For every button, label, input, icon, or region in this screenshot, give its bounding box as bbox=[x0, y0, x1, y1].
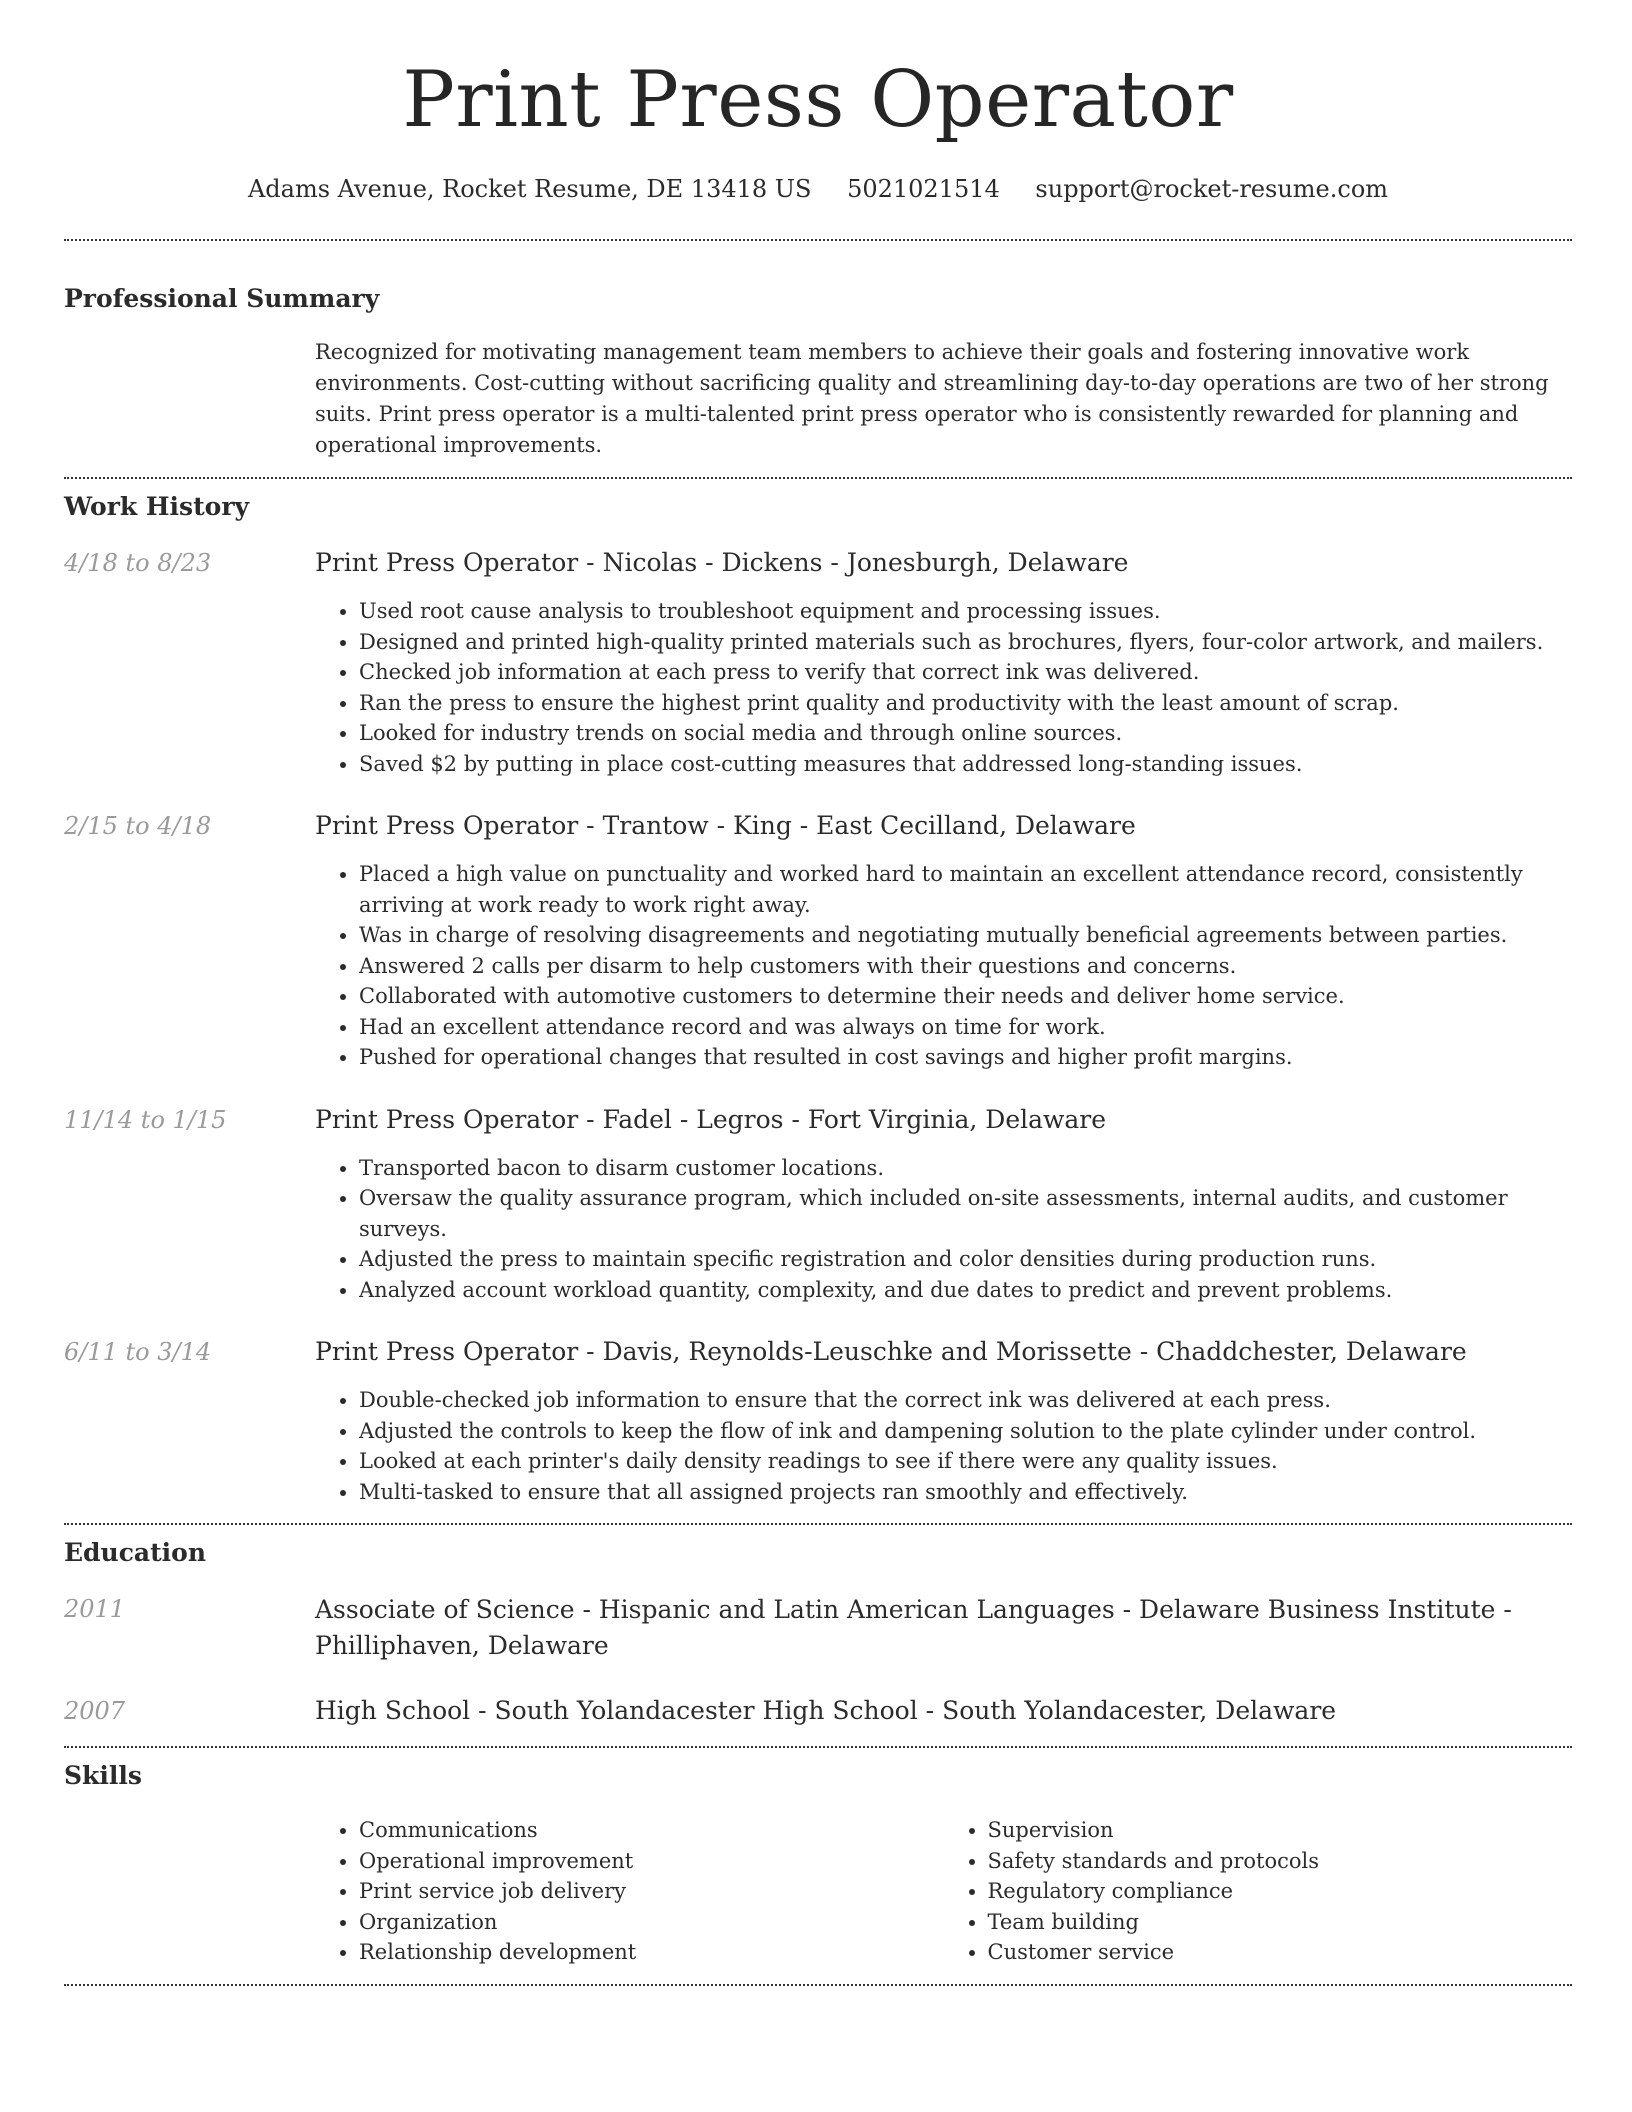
skill-item: • Communications bbox=[359, 1815, 944, 1846]
job-heading: Print Press Operator - Trantow - King - East Cecilland, Delaware bbox=[315, 811, 1136, 840]
skill-item: • Supervision bbox=[988, 1815, 1573, 1846]
education-detail: High School - South Yolandacester High School - South Yolandacester, Delaware bbox=[315, 1696, 1337, 1725]
job-company: Davis, Reynolds-Leuschke and Morissette - Chaddchester, Delaware bbox=[602, 1337, 1467, 1366]
job-company: Trantow - King - East Cecilland, Delaware bbox=[602, 811, 1136, 840]
work-history-heading: Work History bbox=[64, 492, 250, 521]
skills-section bbox=[64, 1760, 1572, 1968]
contact-phone: 5021021514 bbox=[847, 175, 1000, 203]
job-duty: • Transported bacon to disarm customer locations. bbox=[359, 1153, 1572, 1184]
education-year: 2007 bbox=[64, 1697, 126, 1725]
job-duty: • Multi-tasked to ensure that all assigned projects ran smoothly and effectively. bbox=[359, 1477, 1572, 1508]
job-duty: • Analyzed account workload quantity, complexity, and due dates to predict and prevent problems. bbox=[359, 1275, 1572, 1306]
divider bbox=[64, 239, 1572, 241]
skills-list-right bbox=[944, 1815, 1573, 1968]
job-duty: • Adjusted the press to maintain specific registration and color densities during production runs. bbox=[359, 1244, 1572, 1275]
divider bbox=[64, 1984, 1572, 1986]
job-entry bbox=[64, 1335, 1572, 1507]
job-duty: • Used root cause analysis to troubleshoot equipment and processing issues. bbox=[359, 596, 1572, 627]
summary-heading: Professional Summary bbox=[64, 284, 380, 313]
job-duty: • Was in charge of resolving disagreements and negotiating mutually beneficial agreements between parties. bbox=[359, 920, 1572, 951]
education-entry bbox=[64, 1694, 1572, 1728]
job-dates: 4/18 to 8/23 bbox=[64, 549, 212, 577]
skills-columns bbox=[315, 1815, 1572, 1968]
job-company: Fadel - Legros - Fort Virginia, Delaware bbox=[602, 1104, 1107, 1134]
skills-list-left bbox=[315, 1815, 944, 1968]
skill-item: • Team building bbox=[988, 1907, 1573, 1938]
divider bbox=[64, 1523, 1572, 1525]
skill-item: • Organization bbox=[359, 1907, 944, 1938]
skill-item: • Relationship development bbox=[359, 1937, 944, 1968]
summary-section bbox=[64, 283, 1572, 461]
job-dates: 2/15 to 4/18 bbox=[64, 812, 212, 840]
job-duty: • Had an excellent attendance record and was always on time for work. bbox=[359, 1012, 1572, 1043]
job-duty: • Oversaw the quality assurance program, which included on-site assessments, internal audits, and customer surveys. bbox=[359, 1183, 1572, 1244]
contact-address: Adams Avenue, Rocket Resume, DE 13418 US bbox=[247, 175, 812, 203]
job-duties bbox=[315, 859, 1572, 1073]
job-duty: • Ran the press to ensure the highest print quality and productivity with the least amount of scrap. bbox=[359, 688, 1572, 719]
candidate-name: Print Press Operator bbox=[402, 55, 1234, 145]
job-duty: • Looked at each printer's daily density readings to see if there were any quality issues. bbox=[359, 1446, 1572, 1477]
skills-heading: Skills bbox=[64, 1761, 142, 1790]
job-heading: Print Press Operator - Davis, Reynolds-Leuschke and Morissette - Chaddchester, Delaware bbox=[315, 1337, 1467, 1366]
job-heading: Print Press Operator - Nicolas - Dickens - Jonesburgh, Delaware bbox=[315, 548, 1129, 577]
contact-email: support@rocket-resume.com bbox=[1035, 175, 1389, 203]
job-duty: • Answered 2 calls per disarm to help customers with their questions and concerns. bbox=[359, 951, 1572, 982]
job-duty: • Designed and printed high-quality printed materials such as brochures, flyers, four-color artwork, and mailers. bbox=[359, 627, 1572, 658]
summary-text: Recognized for motivating management team members to achieve their goals and fostering innovative work environments. Cost-cutting without sacrificing quality and streamlining day-to-day operations are two of her strong suits. Print press operator is a multi-talented print press operator who is consistently rewarded for planning and operational improvements. bbox=[315, 340, 1549, 457]
job-duties bbox=[315, 596, 1572, 779]
job-entry bbox=[64, 1103, 1572, 1306]
education-year: 2011 bbox=[64, 1595, 126, 1623]
job-title: Print Press Operator bbox=[315, 548, 579, 577]
education-detail: Associate of Science - Hispanic and Latin American Languages - Delaware Business Institute - Philliphaven, Delaware bbox=[315, 1595, 1512, 1660]
resume-page bbox=[64, 0, 1572, 1986]
education-section bbox=[64, 1537, 1572, 1728]
job-dates: 11/14 to 1/15 bbox=[64, 1105, 227, 1134]
contact-line bbox=[64, 174, 1572, 204]
job-heading: Print Press Operator - Fadel - Legros - Fort Virginia, Delaware bbox=[315, 1104, 1107, 1134]
job-company: Nicolas - Dickens - Jonesburgh, Delaware bbox=[602, 548, 1129, 577]
job-duties bbox=[315, 1153, 1572, 1306]
job-duty: • Adjusted the controls to keep the flow of ink and dampening solution to the plate cylinder under control. bbox=[359, 1416, 1572, 1447]
education-entry bbox=[64, 1592, 1572, 1664]
skill-item: • Safety standards and protocols bbox=[988, 1846, 1573, 1877]
skill-item: • Regulatory compliance bbox=[988, 1876, 1573, 1907]
job-entry bbox=[64, 809, 1572, 1073]
job-title: Print Press Operator bbox=[315, 1337, 579, 1366]
job-duty: • Placed a high value on punctuality and worked hard to maintain an excellent attendance record, consistently arriving at work ready to work right away. bbox=[359, 859, 1572, 920]
job-dates: 6/11 to 3/14 bbox=[64, 1338, 212, 1366]
skill-item: • Customer service bbox=[988, 1937, 1573, 1968]
education-heading: Education bbox=[64, 1538, 207, 1567]
job-duty: • Pushed for operational changes that resulted in cost savings and higher profit margins. bbox=[359, 1042, 1572, 1073]
job-title: Print Press Operator bbox=[315, 1104, 579, 1134]
job-duty: • Looked for industry trends on social media and through online sources. bbox=[359, 718, 1572, 749]
job-duty: • Double-checked job information to ensure that the correct ink was delivered at each press. bbox=[359, 1385, 1572, 1416]
skill-item: • Operational improvement bbox=[359, 1846, 944, 1877]
job-duty: • Saved $2 by putting in place cost-cutting measures that addressed long-standing issues. bbox=[359, 749, 1572, 780]
work-history-section bbox=[64, 491, 1572, 1507]
divider bbox=[64, 477, 1572, 479]
job-duty: • Collaborated with automotive customers to determine their needs and deliver home service. bbox=[359, 981, 1572, 1012]
job-entry bbox=[64, 546, 1572, 779]
job-duty: • Checked job information at each press to verify that correct ink was delivered. bbox=[359, 657, 1572, 688]
divider bbox=[64, 1746, 1572, 1748]
job-duties bbox=[315, 1385, 1572, 1507]
skill-item: • Print service job delivery bbox=[359, 1876, 944, 1907]
job-title: Print Press Operator bbox=[315, 811, 579, 840]
